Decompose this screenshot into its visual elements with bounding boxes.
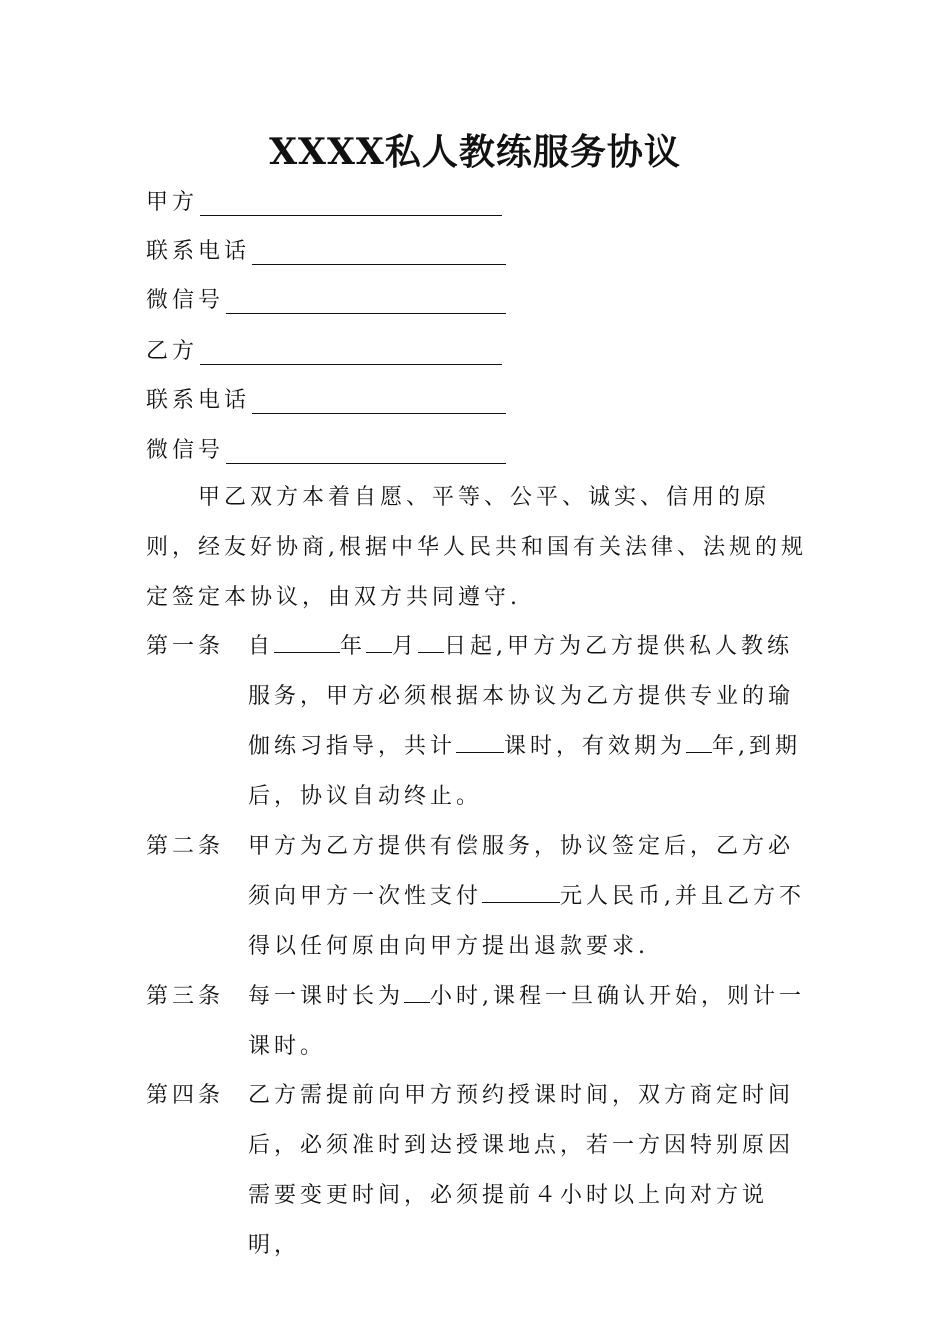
party-b-label: 乙方: [146, 339, 199, 364]
class-hours-blank: [456, 726, 504, 753]
year-blank: [274, 626, 340, 653]
clause-4-text-1: 乙方需提前向甲方预约授课时间，双方商定时间后，必须准时到达授课地点，若一方因特别原因需要变更时间，必须提前４小时以上向对方说明，: [248, 1083, 795, 1258]
party-b-field: [146, 325, 502, 365]
clause-3-body: [248, 972, 810, 1072]
party-a-phone-blank: [252, 234, 506, 265]
clause-1-number: 第一条: [146, 634, 225, 659]
party-a-field: [146, 176, 502, 216]
clause-1-text-5: 课时，有效期为: [504, 734, 687, 759]
party-b-wechat-field: [146, 424, 506, 464]
clause-4-number: 第四条: [146, 1083, 225, 1108]
party-b-phone-label: 联系电话: [146, 388, 251, 413]
party-a-wechat-label: 微信号: [146, 288, 225, 313]
clause-3-number: 第三条: [146, 984, 225, 1009]
clause-2-text-2: 元人民币,并且乙方不得以任何原由向甲方提出退款要求.: [248, 884, 806, 959]
party-b-phone-field: [146, 374, 506, 414]
clause-1-text-3: 月: [392, 634, 419, 659]
clause-1-text-6: 年,到期后，协议自动终止。: [248, 734, 802, 809]
party-b-wechat-blank: [226, 433, 506, 464]
month-blank: [366, 626, 392, 653]
party-a-wechat-blank: [226, 283, 506, 314]
clause-4-body: [248, 1071, 810, 1271]
clause-1: [146, 622, 810, 822]
clause-1-body: [248, 622, 810, 822]
party-b-blank: [200, 334, 502, 365]
payment-amount-blank: [482, 876, 560, 903]
clause-1-text-4: 日起,甲方为乙方提供私人教练服务，甲方必须根据本协议为乙方提供专业的瑜伽练习指导，共计: [248, 634, 795, 759]
clause-3-text-2: 小时,课程一旦确认开始，则计一课时。: [248, 984, 806, 1059]
party-b-phone-blank: [252, 383, 506, 414]
day-blank: [418, 626, 444, 653]
clause-2-text-1: 甲方为乙方提供有偿服务，协议签定后，乙方必须向甲方一次性支付: [248, 834, 795, 909]
clause-3-text-1: 每一课时长为: [248, 984, 405, 1009]
clause-1-text-1: 自: [248, 634, 275, 659]
hours-per-class-blank: [404, 976, 430, 1003]
party-b-wechat-label: 微信号: [146, 438, 225, 463]
clause-2-body: [248, 822, 810, 972]
document-title: XXXX私人教练服务协议: [269, 131, 681, 173]
party-a-label: 甲方: [146, 190, 199, 215]
clause-2: [146, 822, 810, 972]
party-a-phone-label: 联系电话: [146, 239, 251, 264]
intro-paragraph: [146, 473, 810, 623]
party-a-blank: [200, 185, 502, 216]
clause-3: [146, 972, 810, 1072]
party-a-wechat-field: [146, 274, 506, 314]
clause-2-number: 第二条: [146, 834, 225, 859]
validity-years-blank: [686, 726, 712, 753]
party-a-phone-field: [146, 225, 506, 265]
clause-1-text-2: 年: [340, 634, 367, 659]
clause-4: [146, 1071, 810, 1271]
intro-text: 甲乙双方本着自愿、平等、公平、诚实、信用的原则，经友好协商,根据中华人民共和国有关法律、法规的规定签定本协议，由双方共同遵守.: [146, 485, 807, 610]
